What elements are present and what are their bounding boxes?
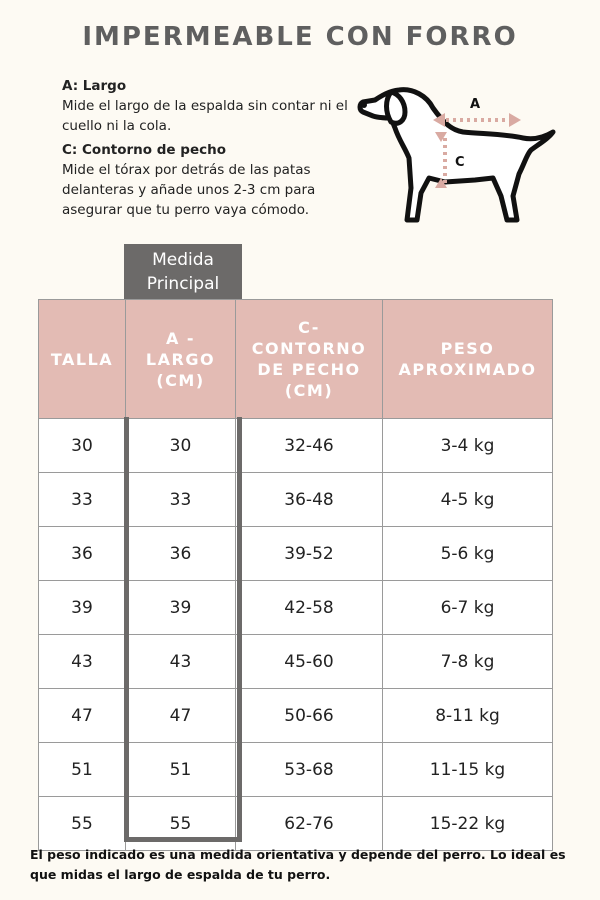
- cell-largo: 47: [126, 689, 236, 743]
- cell-peso: 15-22 kg: [383, 797, 553, 851]
- cell-contorno: 36-48: [236, 473, 383, 527]
- cell-peso: 7-8 kg: [383, 635, 553, 689]
- cell-talla: 55: [39, 797, 126, 851]
- instruction-a-text: Mide el largo de la espalda sin contar ni el cuello ni la cola.: [62, 98, 348, 134]
- cell-contorno: 45-60: [236, 635, 383, 689]
- cell-contorno: 39-52: [236, 527, 383, 581]
- cell-largo: 30: [126, 419, 236, 473]
- cell-talla: 39: [39, 581, 126, 635]
- page-title: IMPERMEABLE CON FORRO: [82, 22, 518, 52]
- table-row: [39, 635, 553, 689]
- instruction-c-text: Mide el tórax por detrás de las patas delanteras y añade unos 2-3 cm para asegurar que tu perro vaya cómodo.: [62, 162, 316, 218]
- table-row: [39, 743, 553, 797]
- cell-talla: 51: [39, 743, 126, 797]
- table-row: [39, 473, 553, 527]
- cell-talla: 33: [39, 473, 126, 527]
- cell-contorno: 32-46: [236, 419, 383, 473]
- cell-largo: 51: [126, 743, 236, 797]
- label-c: C: [455, 155, 465, 170]
- medida-line2: Principal: [146, 274, 220, 294]
- table-row: [39, 797, 553, 851]
- size-table: [38, 299, 553, 851]
- cell-largo: 39: [126, 581, 236, 635]
- cell-contorno: 50-66: [236, 689, 383, 743]
- header-talla: TALLA: [39, 300, 126, 419]
- label-a: A: [470, 97, 481, 112]
- header-largo: A - LARGO (CM): [126, 300, 236, 419]
- cell-largo: 33: [126, 473, 236, 527]
- cell-peso: 11-15 kg: [383, 743, 553, 797]
- cell-peso: 3-4 kg: [383, 419, 553, 473]
- instruction-c-heading: C: Contorno de pecho: [62, 142, 226, 158]
- cell-contorno: 42-58: [236, 581, 383, 635]
- cell-peso: 8-11 kg: [383, 689, 553, 743]
- cell-talla: 30: [39, 419, 126, 473]
- table-row: [39, 689, 553, 743]
- table-row: [39, 581, 553, 635]
- cell-peso: 4-5 kg: [383, 473, 553, 527]
- cell-contorno: 53-68: [236, 743, 383, 797]
- instruction-a: [62, 76, 352, 136]
- instruction-c: [62, 140, 352, 220]
- cell-talla: 47: [39, 689, 126, 743]
- table-header-row: [39, 300, 553, 419]
- cell-largo: 43: [126, 635, 236, 689]
- dog-measure-diagram: [355, 78, 560, 238]
- cell-largo: 55: [126, 797, 236, 851]
- footnote: El peso indicado es una medida orientativa y depende del perro. Lo ideal es que midas el largo de espalda de tu perro.: [30, 847, 566, 882]
- cell-peso: 6-7 kg: [383, 581, 553, 635]
- medida-principal-label: [124, 244, 242, 300]
- medida-line1: Medida: [152, 250, 214, 270]
- header-peso: PESO APROXIMADO: [383, 300, 553, 419]
- cell-talla: 43: [39, 635, 126, 689]
- cell-peso: 5-6 kg: [383, 527, 553, 581]
- table-row: [39, 419, 553, 473]
- table-row: [39, 527, 553, 581]
- instruction-a-heading: A: Largo: [62, 78, 127, 94]
- cell-contorno: 62-76: [236, 797, 383, 851]
- header-contorno: C- CONTORNO DE PECHO (CM): [236, 300, 383, 419]
- cell-talla: 36: [39, 527, 126, 581]
- cell-largo: 36: [126, 527, 236, 581]
